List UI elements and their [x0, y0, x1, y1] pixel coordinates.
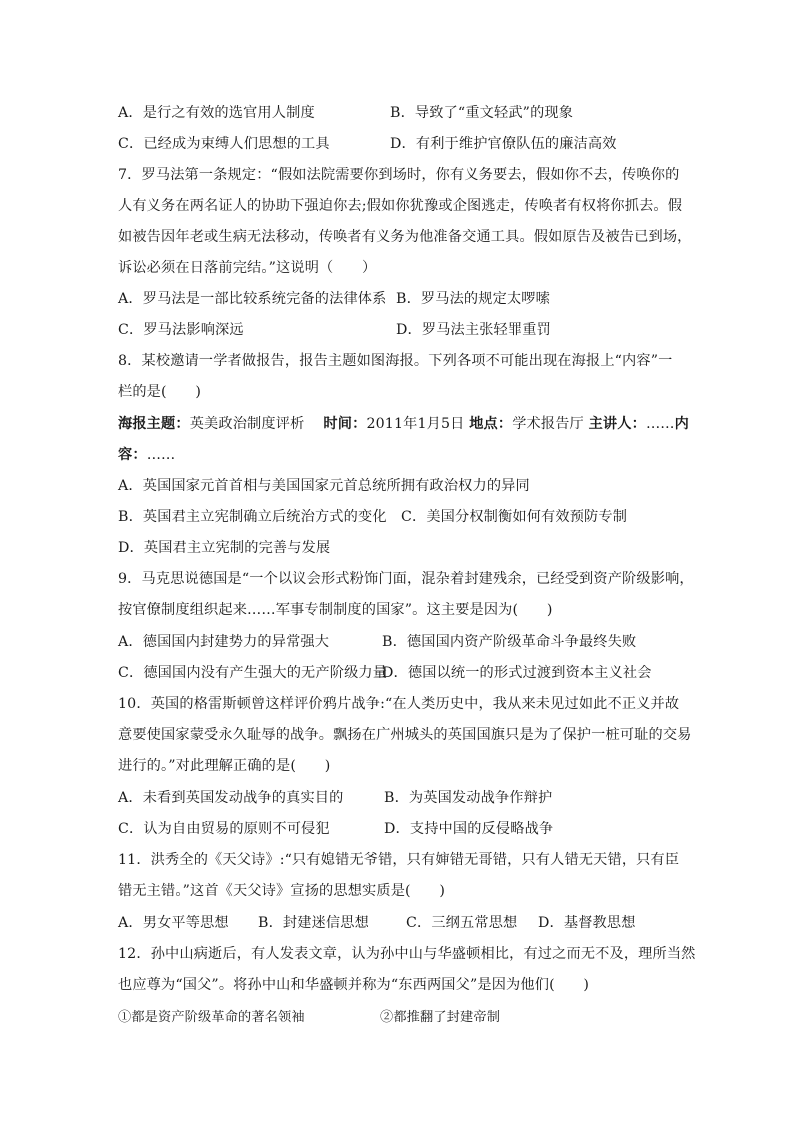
q10-stem-line: 进行的。”对此理解正确的是( )	[118, 758, 331, 774]
poster-speaker-label: 主讲人：	[588, 416, 646, 432]
q9-stem-line: 9．马克思说德国是“一个以议会形式粉饰门面，混杂着封建残余，已经受到资产阶级影响，	[118, 571, 694, 587]
poster-content-value: ……	[146, 447, 176, 463]
q6-options-row2	[118, 134, 678, 154]
q9-options-row1	[118, 632, 678, 652]
q12-stem-line: 12．孙中山病逝后，有人发表文章，认为孙中山与华盛顿相比，有过之而无不及，理所当然	[118, 946, 696, 962]
q10-stem-line: 意要使国家蒙受永久耻辱的战争。飘扬在广州城头的英国国旗只是为了保护一桩可耻的交易	[118, 727, 692, 743]
q11-stem-line: 错无主错。”这首《天父诗》宣扬的思想实质是( )	[118, 883, 446, 899]
q11-option-a: A．男女平等思想	[118, 915, 229, 931]
poster-time-label: 时间：	[323, 416, 367, 432]
poster-place-value: 学术报告厅	[512, 416, 584, 432]
q9-option-c: C．德国国内没有产生强大的无产阶级力量	[118, 665, 388, 681]
q7-options-row1	[118, 289, 678, 309]
q12-item-1: ①都是资产阶级革命的著名领袖	[118, 1010, 305, 1025]
poster-content-label: 内	[674, 416, 689, 432]
q11-option-c: C．三纲五常思想	[406, 915, 518, 931]
q11-option-d: D．基督教思想	[538, 915, 636, 931]
q6-option-d: D．有利于维护官僚队伍的廉洁高效	[390, 136, 617, 152]
q6-option-b: B．导致了“重文轻武”的现象	[390, 105, 574, 121]
q9-stem-line: 按官僚制度组织起来……军事专制制度的国家”。这主要是因为( )	[118, 602, 553, 618]
q7-options-row2	[118, 320, 678, 340]
q10-option-a: A．未看到英国发动战争的真实目的	[118, 790, 344, 806]
q10-option-b: B．为英国发动战争作辩护	[384, 790, 553, 806]
q9-option-d: D．德国以统一的形式过渡到资本主义社会	[382, 665, 652, 681]
q11-options-row	[118, 913, 678, 933]
q6-option-c: C．已经成为束缚人们思想的工具	[118, 136, 330, 152]
q7-stem-line: 如被告因年老或生病无法移动，传唤者有义务为他准备交通工具。假如原告及被告已到场，	[118, 229, 692, 245]
poster-content-label-cont: 容：	[118, 447, 147, 463]
q10-options-row1	[118, 788, 678, 808]
q12-items-row	[118, 1008, 678, 1028]
q7-option-d: D．罗马法主张轻罪重罚	[396, 322, 551, 338]
q10-stem-line: 10．英国的格雷斯顿曾这样评价鸦片战争:“在人类历史中，我从来未见过如此不正义并故	[118, 696, 680, 712]
q11-stem-line: 11．洪秀全的《天父诗》:“只有媳错无爷错，只有婶错无哥错，只有人错无天错，只有臣	[118, 852, 680, 868]
q9-option-a: A．德国国内封建势力的异常强大	[118, 634, 330, 650]
q8-stem-line: 栏的是( )	[118, 384, 202, 400]
q7-stem-line: 诉讼必须在日落前完结。”这说明（ ）	[118, 260, 377, 276]
q8-stem-line: 8．某校邀请一学者做报告，报告主题如图海报。下列各项不可能出现在海报上“内容”一	[118, 353, 673, 369]
q7-option-a: A．罗马法是一部比较系统完备的法律体系	[118, 291, 387, 307]
q8-option-a: A．英国国家元首首相与美国国家元首总统所拥有政治权力的异同	[118, 478, 530, 494]
poster-place-label: 地点：	[469, 416, 513, 432]
q12-stem-line: 也应尊为“国父”。将孙中山和华盛顿并称为“东西两国父”是因为他们( )	[118, 977, 590, 993]
poster-theme-value: 英美政治制度评析	[189, 416, 319, 432]
q11-option-b: B．封建迷信思想	[258, 915, 369, 931]
q7-option-c: C．罗马法影响深远	[118, 322, 244, 338]
q8-poster-line	[118, 414, 689, 434]
q7-option-b: B．罗马法的规定太啰嗦	[396, 291, 550, 307]
q9-options-row2	[118, 663, 678, 683]
q12-item-2: ②都推翻了封建帝制	[380, 1010, 501, 1025]
q6-option-a: A．是行之有效的选官用人制度	[118, 105, 315, 121]
q8-option-bc: B．英国君主立宪制确立后统治方式的变化 C．美国分权制衡如何有效预防专制	[118, 509, 628, 525]
q10-option-c: C．认为自由贸易的原则不可侵犯	[118, 821, 330, 837]
q7-stem-line: 7．罗马法第一条规定：“假如法院需要你到场时，你有义务要去，假如你不去，传唤你的	[118, 167, 680, 183]
q10-option-d: D．支持中国的反侵略战争	[384, 821, 554, 837]
q9-option-b: B．德国国内资产阶级革命斗争最终失败	[382, 634, 637, 650]
poster-theme-label: 海报主题：	[118, 416, 190, 432]
q8-option-d: D．英国君主立宪制的完善与发展	[118, 540, 331, 556]
poster-time-value: 2011年1月5日	[366, 416, 465, 432]
poster-speaker-value: ……	[645, 416, 675, 432]
q10-options-row2	[118, 819, 678, 839]
q7-stem-line: 人有义务在两名证人的协助下强迫你去;假如你犹豫或企图逃走，传唤者有权将你抓去。假	[118, 198, 683, 214]
q6-options-row1	[118, 103, 678, 123]
q8-poster-line2	[118, 445, 678, 465]
